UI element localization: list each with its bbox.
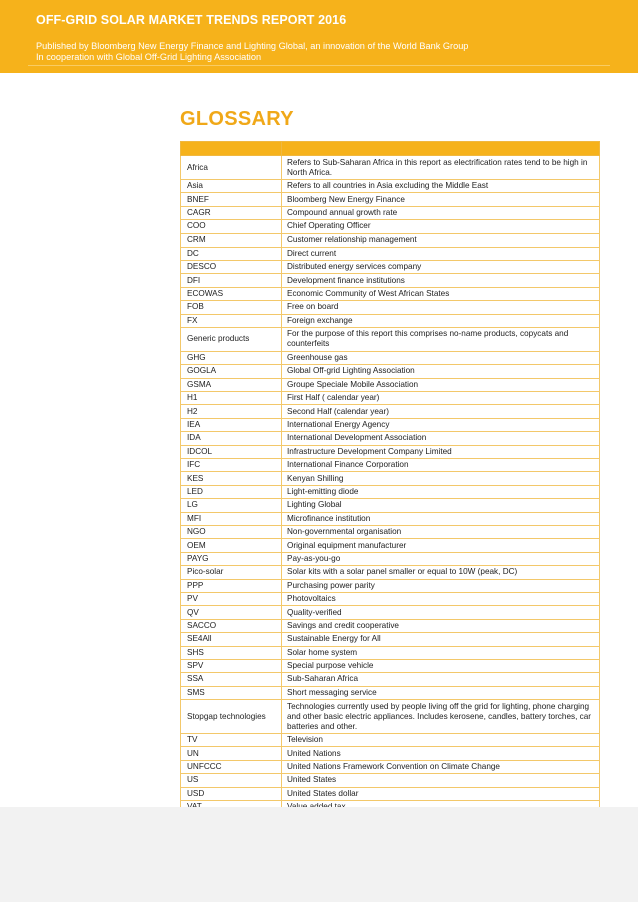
glossary-definition: Microfinance institution (282, 512, 600, 525)
glossary-definition: Technologies currently used by people living off the grid for lighting, phone charging and other basic electric appliances. Includes kerosene, candles, battery torches, car batteries and other. (282, 700, 600, 734)
table-row (181, 432, 600, 445)
glossary-term: NGO (181, 525, 282, 538)
glossary-term: IFC (181, 459, 282, 472)
page-footer-band (0, 807, 638, 902)
glossary-term: UN (181, 747, 282, 760)
glossary-term: MFI (181, 512, 282, 525)
glossary-header-cell-term (181, 142, 282, 156)
glossary-term: SSA (181, 673, 282, 686)
glossary-definition: Kenyan Shilling (282, 472, 600, 485)
report-publisher-line: Published by Bloomberg New Energy Finance and Lighting Global, an innovation of the World Bank Group (36, 41, 469, 51)
glossary-term: PAYG (181, 552, 282, 565)
glossary-term: Asia (181, 180, 282, 193)
table-row (181, 539, 600, 552)
table-row (181, 787, 600, 800)
glossary-definition: Pay-as-you-go (282, 552, 600, 565)
glossary-definition: United States dollar (282, 787, 600, 800)
glossary-term: DFI (181, 274, 282, 287)
glossary-definition: Quality-verified (282, 606, 600, 619)
glossary-definition: Chief Operating Officer (282, 220, 600, 233)
glossary-term: FOB (181, 301, 282, 314)
table-row (181, 378, 600, 391)
table-row (181, 247, 600, 260)
table-row (181, 760, 600, 773)
table-row (181, 472, 600, 485)
glossary-term: TV (181, 734, 282, 747)
glossary-table (180, 141, 600, 828)
glossary-definition: International Energy Agency (282, 418, 600, 431)
glossary-definition: Infrastructure Development Company Limited (282, 445, 600, 458)
table-row (181, 525, 600, 538)
glossary-term: IEA (181, 418, 282, 431)
glossary-definition: Sub-Saharan Africa (282, 673, 600, 686)
glossary-definition: International Development Association (282, 432, 600, 445)
table-row (181, 193, 600, 206)
glossary-term: Africa (181, 156, 282, 180)
glossary-definition: Short messaging service (282, 686, 600, 699)
glossary-definition: Economic Community of West African States (282, 287, 600, 300)
table-row (181, 606, 600, 619)
table-row (181, 327, 600, 351)
glossary-definition: Original equipment manufacturer (282, 539, 600, 552)
glossary-term: OEM (181, 539, 282, 552)
glossary-definition: Photovoltaics (282, 592, 600, 605)
glossary-term: H2 (181, 405, 282, 418)
table-row (181, 747, 600, 760)
glossary-term: LED (181, 485, 282, 498)
glossary-term: BNEF (181, 193, 282, 206)
glossary-term: CRM (181, 233, 282, 247)
glossary-term: USD (181, 787, 282, 800)
glossary-definition: Lighting Global (282, 499, 600, 512)
report-header-inner (28, 13, 610, 66)
glossary-definition: United Nations Framework Convention on Climate Change (282, 760, 600, 773)
glossary-definition: United Nations (282, 747, 600, 760)
glossary-term: PV (181, 592, 282, 605)
glossary-definition: United States (282, 774, 600, 787)
glossary-term: LG (181, 499, 282, 512)
glossary-definition: Distributed energy services company (282, 260, 600, 273)
glossary-term: Stopgap technologies (181, 700, 282, 734)
glossary-definition: Solar kits with a solar panel smaller or equal to 10W (peak, DC) (282, 566, 600, 579)
glossary-term: SMS (181, 686, 282, 699)
glossary-definition: For the purpose of this report this comprises no-name products, copycats and counterfeits (282, 327, 600, 351)
glossary-term: GHG (181, 351, 282, 364)
table-row (181, 418, 600, 431)
table-row (181, 314, 600, 327)
glossary-term: UNFCCC (181, 760, 282, 773)
glossary-definition: Development finance institutions (282, 274, 600, 287)
page-title: GLOSSARY (180, 108, 294, 130)
glossary-definition: Foreign exchange (282, 314, 600, 327)
glossary-definition: Savings and credit cooperative (282, 619, 600, 632)
table-row (181, 619, 600, 632)
glossary-term: GOGLA (181, 365, 282, 378)
glossary-definition: Groupe Speciale Mobile Association (282, 378, 600, 391)
table-row (181, 485, 600, 498)
table-row (181, 156, 600, 180)
glossary-term: GSMA (181, 378, 282, 391)
glossary-definition: Television (282, 734, 600, 747)
glossary-definition: Light-emitting diode (282, 485, 600, 498)
glossary-definition: Compound annual growth rate (282, 206, 600, 219)
table-row (181, 233, 600, 247)
table-row (181, 405, 600, 418)
glossary-definition: Bloomberg New Energy Finance (282, 193, 600, 206)
table-row (181, 646, 600, 659)
glossary-definition: Purchasing power parity (282, 579, 600, 592)
glossary-term: KES (181, 472, 282, 485)
glossary-term: DC (181, 247, 282, 260)
report-title: OFF-GRID SOLAR MARKET TRENDS REPORT 2016 (36, 13, 347, 27)
glossary-header-row (181, 142, 600, 156)
glossary-term: IDCOL (181, 445, 282, 458)
glossary-body (181, 156, 600, 828)
table-row (181, 220, 600, 233)
glossary-term: QV (181, 606, 282, 619)
table-row (181, 512, 600, 525)
table-row (181, 392, 600, 405)
table-row (181, 274, 600, 287)
table-row (181, 260, 600, 273)
table-row (181, 659, 600, 672)
glossary-term: ECOWAS (181, 287, 282, 300)
glossary-term: Generic products (181, 327, 282, 351)
glossary-header-cell-definition (282, 142, 600, 156)
table-row (181, 633, 600, 646)
glossary-term: IDA (181, 432, 282, 445)
glossary-term: CAGR (181, 206, 282, 219)
glossary-definition: Solar home system (282, 646, 600, 659)
table-row (181, 499, 600, 512)
glossary-term: DESCO (181, 260, 282, 273)
report-cooperation-line: In cooperation with Global Off-Grid Lighting Association (36, 52, 262, 62)
glossary-term: H1 (181, 392, 282, 405)
table-row (181, 180, 600, 193)
table-row (181, 734, 600, 747)
glossary-definition: Direct current (282, 247, 600, 260)
table-row (181, 459, 600, 472)
glossary-definition: Second Half (calendar year) (282, 405, 600, 418)
glossary-term: COO (181, 220, 282, 233)
table-row (181, 700, 600, 734)
table-row (181, 552, 600, 565)
table-row (181, 301, 600, 314)
table-row (181, 686, 600, 699)
glossary-term: SE4All (181, 633, 282, 646)
glossary-definition: Special purpose vehicle (282, 659, 600, 672)
report-header-banner (0, 0, 638, 73)
glossary-term: SPV (181, 659, 282, 672)
glossary-term: SACCO (181, 619, 282, 632)
table-row (181, 287, 600, 300)
glossary-term: US (181, 774, 282, 787)
glossary-definition: Customer relationship management (282, 233, 600, 247)
glossary-term: SHS (181, 646, 282, 659)
table-row (181, 673, 600, 686)
glossary-definition: Refers to all countries in Asia excluding the Middle East (282, 180, 600, 193)
table-row (181, 566, 600, 579)
glossary-definition: International Finance Corporation (282, 459, 600, 472)
table-row (181, 445, 600, 458)
table-row (181, 206, 600, 219)
glossary-term: Pico-solar (181, 566, 282, 579)
glossary-definition: Greenhouse gas (282, 351, 600, 364)
table-row (181, 579, 600, 592)
glossary-definition: Global Off-grid Lighting Association (282, 365, 600, 378)
table-row (181, 774, 600, 787)
glossary-term: PPP (181, 579, 282, 592)
glossary-definition: First Half ( calendar year) (282, 392, 600, 405)
glossary-definition: Sustainable Energy for All (282, 633, 600, 646)
glossary-definition: Free on board (282, 301, 600, 314)
table-row (181, 365, 600, 378)
table-row (181, 351, 600, 364)
glossary-definition: Non-governmental organisation (282, 525, 600, 538)
table-row (181, 592, 600, 605)
glossary-definition: Refers to Sub-Saharan Africa in this report as electrification rates tend to be high in North Africa. (282, 156, 600, 180)
glossary-term: FX (181, 314, 282, 327)
